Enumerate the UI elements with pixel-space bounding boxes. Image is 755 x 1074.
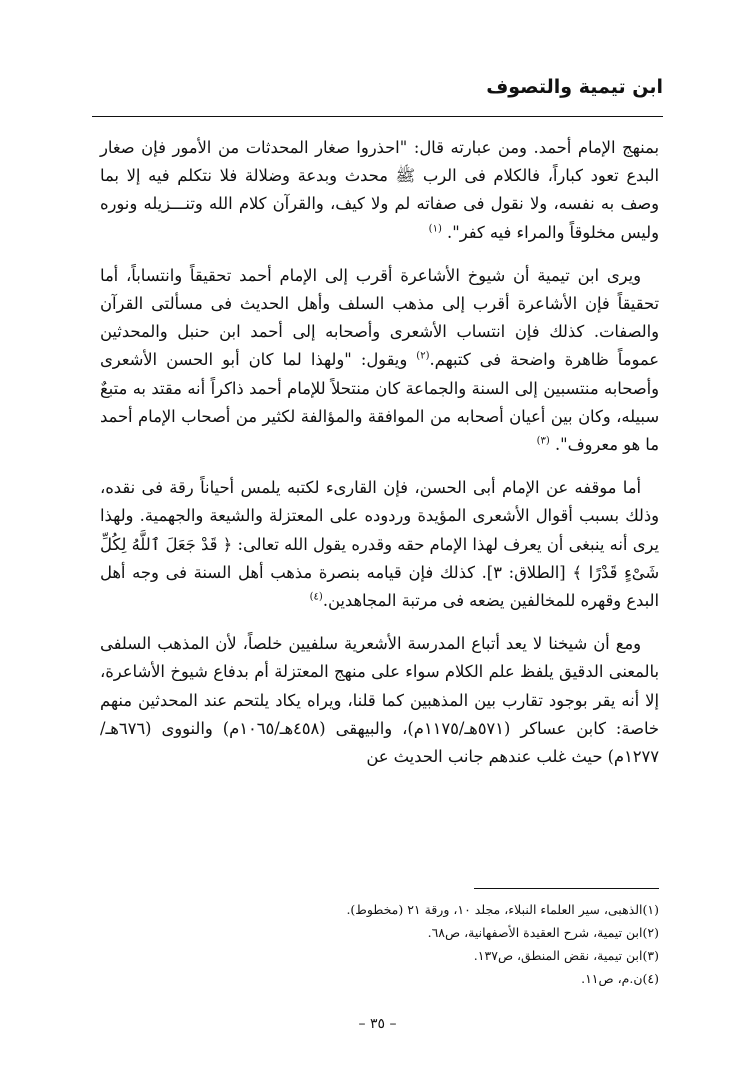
footnote: (٢)ابن تيمية، شرح العقيدة الأصفهانية، ص٦٨. (427, 925, 659, 940)
footnote-ref: (٣) (536, 435, 550, 447)
footnote: (٣)ابن تيمية، نقض المنطق، ص١٣٧. (473, 948, 659, 963)
body-text (100, 134, 659, 786)
footnote-ref: (٤) (309, 591, 323, 603)
footnote-ref: (١) (428, 223, 442, 235)
paragraph: بمنهج الإمام أحمد. ومن عبارته قال: "احذروا صغار المحدثات من الأمور فإن صغار البدع تعود كباراً، فالكلام فى الرب ﷺ محدث وبدعة وضلالة فلا نتكلم فيه إلا بما وصف به نفسه، ولا نقول فى صفاته لم ولا كيف، والقرآن كلام الله وتنـــزيله ونوره وليس مخلوقاً والمراء فيه كفر". $^{(١)}$ (100, 138, 659, 242)
header-rule (92, 116, 663, 117)
footnote: (٤)ن.م، ص١١. (581, 971, 659, 986)
paragraph: أما موقفه عن الإمام أبى الحسن، فإن القارىء لكتبه يلمس أحياناً رقة فى نقده، وذلك بسبب أقوال الأشعرى المؤيدة وردوده على المعتزلة والشيعة والجهمية. ولهذا يرى أنه ينبغى أن يعرف لهذا الإمام حقه وقدره يقول الله تعالى: ﴿ قَدْ جَعَلَ ٱللَّهُ لِكُلِّ شَىْءٍ قَدْرًا ﴾ [الطلاق: ٣]. كذلك فإن قيامه بنصرة مذهب أهل السنة فى وجه أهل البدع وقهره للمخالفين يضعه فى مرتبة المجاهدين.$^{(٤)}$ (100, 478, 659, 611)
paragraph: ومع أن شيخنا لا يعد أتباع المدرسة الأشعرية سلفيين خلصاً، لأن المذهب السلفى بالمعنى الدقيق يلفظ علم الكلام سواء على منهج المعتزلة أم بدفاع شيوخ الأشاعرة، إلا أنه يقر بوجود تقارب بين المذهبين كما قلنا، ويراه يكاد يلتحم عند المحدثين منهم خاصة: كابن عساكر (٥٧١هـ/١١٧٥م)، والبيهقى (٤٥٨هـ/١٠٦٥م) والنووى (٦٧٦هـ/١٢٧٧م) حيث غلب عندهم جانب الحديث عن (100, 634, 659, 767)
footnote-ref: (٢) (416, 351, 430, 362)
page-number: – ٣٥ – (358, 1016, 397, 1032)
paragraph: ويرى ابن تيمية أن شيوخ الأشاعرة أقرب إلى الإمام أحمد تحقيقاً وانتساباً، أما تحقيقاً فإن الأشاعرة أقرب إلى مذهب السلف وأهل الحديث فى مسألتى القرآن والصفات. كذلك فإن انتساب الأشعرى وأصحابه إلى أحمد ابن حنبل والمحدثين عموماً ظاهرة واضحة فى كتبهم.$^{(٢)}$ ويقول: "ولهذا لما كان أبو الحسن الأشعرى وأصحابه منتسبين إلى السنة والجماعة كان منتحلاً للإمام أحمد ذاكراً أنه مقتد به متبعٌ سبيله، وكان بين أعيان أصحابه من الموافقة والمؤالفة لكثير من أصحاب الإمام أحمد ما هو معروف". $^{(٣)}$ (100, 265, 659, 455)
footnotes (100, 898, 659, 990)
footnote: (١)الذهبى، سير العلماء النبلاء، مجلد ١٠، ورقة ٢١ (مخطوط). (346, 902, 659, 917)
footnote-separator (474, 888, 659, 889)
running-head: ابن تيمية والتصوف (486, 76, 663, 98)
